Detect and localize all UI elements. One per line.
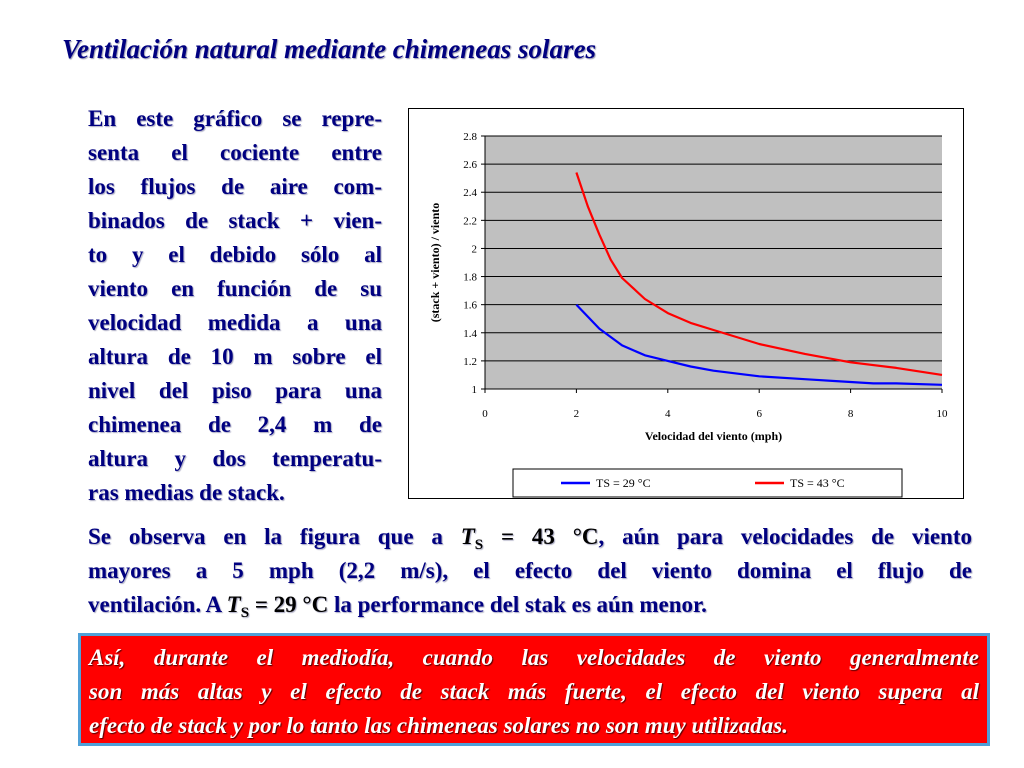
conclusion-text [89,641,979,743]
description-line: chimenea de 2,4 m de [88,412,382,437]
description-line: los flujos de aire com- [88,174,382,199]
conclusion-line: Así, durante el mediodía, cuando las velocidades de viento generalmente [89,645,979,670]
y-tick-label: 2 [471,243,477,256]
y-axis-ticks [463,131,485,396]
observation-line-2: mayores a 5 mph (2,2 m/s), el efecto del viento domina el flujo de [88,558,972,583]
description-line: altura de 10 m sobre el [88,344,382,369]
y-tick-label: 2.8 [463,131,477,143]
ts-value: = 29 °C [249,592,329,617]
description-line: viento en función de su [88,276,382,301]
conclusion-line: son más altas y el efecto de stack más fuerte, el efecto del viento supera al [89,679,979,704]
ts-symbol: T [226,592,241,617]
observation-line-3 [88,588,972,622]
description-line: En este gráfico se repre- [88,106,382,131]
description-line: velocidad medida a una [88,310,382,335]
y-tick-label: 1.8 [463,271,477,284]
chart-frame [408,108,964,499]
observation-paragraph [88,520,972,622]
ts-symbol: T [460,524,475,549]
x-tick-label: 2 [573,408,580,420]
y-tick-label: 1.4 [463,327,477,340]
description-line: altura y dos temperatu- [88,446,382,471]
y-tick-label: 2.2 [463,215,477,228]
ts-subscript: S [474,537,484,553]
x-tick-label: 8 [847,408,854,420]
x-axis-ticks [482,389,948,420]
observation-text: , aún para velocidades de viento [598,524,972,549]
y-axis-title: (stack + viento) / viento [428,202,442,323]
ts-subscript: S [240,605,250,621]
y-tick-label: 1 [471,384,477,396]
ts-value: = 43 °C [483,524,599,549]
description-line: nivel del piso para una [88,378,382,403]
y-tick-label: 1.2 [463,355,477,368]
x-axis-title: Velocidad del viento (mph) [644,429,783,443]
chart-description [88,102,382,510]
description-line: senta el cociente entre [88,140,382,165]
chart-legend [513,469,902,497]
description-line: to y el debido sólo al [88,242,382,267]
observation-text: Se observa en la figura que a [88,524,461,549]
y-tick-label: 2.6 [463,159,477,172]
description-line: binados de stack + vien- [88,208,382,233]
legend-label-ts43: TS = 43 °C [790,476,845,490]
legend-label-ts29: TS = 29 °C [596,476,651,490]
observation-line-1 [88,520,972,554]
description-line: ras medias de stack. [88,480,285,505]
line-chart [409,109,963,498]
x-tick-label: 6 [756,408,762,420]
x-tick-label: 10 [936,408,948,420]
x-tick-label: 0 [482,408,488,420]
observation-text: la performance del stak es aún menor. [328,592,707,617]
x-tick-label: 4 [665,408,671,420]
slide-title: Ventilación natural mediante chimeneas solares [62,34,597,64]
y-tick-label: 1.6 [463,299,477,312]
y-tick-label: 2.4 [463,187,477,200]
plot-area [485,136,942,389]
observation-text: ventilación. A [88,592,227,617]
conclusion-box [78,633,990,746]
conclusion-line: efecto de stack y por lo tanto las chimeneas solares no son muy utilizadas. [89,713,788,738]
